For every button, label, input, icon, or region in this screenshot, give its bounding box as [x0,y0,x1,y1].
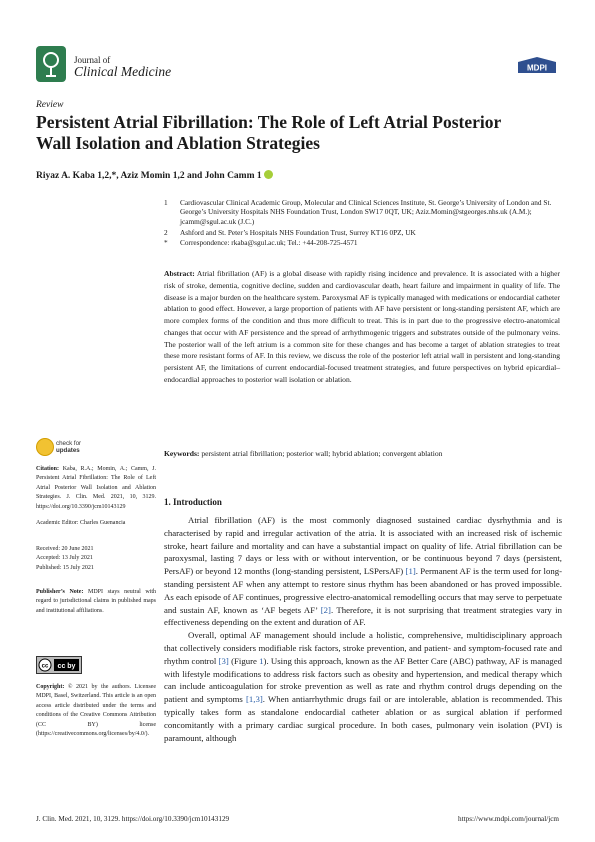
introduction-body [164,514,562,744]
abstract-label: Abstract: [164,269,195,278]
citation-text: Kaba, R.A.; Momin, A.; Camm, J. Persistent Atrial Fibrillation: The Role of Left Atrial Posterior Wall Isolation and Ablation Strategies. J. Clin. Med. 2021, 10, 3129. https://doi.org/10.3390/jcm10143129 [36,466,156,510]
copyright-label: Copyright: [36,684,65,690]
accepted-date: Accepted: 13 July 2021 [36,555,93,562]
svg-text:cc: cc [41,663,49,670]
svg-text:MDPI: MDPI [527,63,547,73]
paragraph: Overall, optimal AF management should include a holistic, comprehensive, multidisciplinary approach that collectively considers modifiable risk factors, stroke prevention, and patient- and symptom-focused rate and rhythm control [3] (Figure 1). Using this approach, known as the AF Better Care (ABC) pathway, AF is managed with lifestyle modifications to address risk factors such as obesity and hypertension, and medical therapy which can include anticoagulation for stroke prevention as well as rate and rhythm control drugs depending on the patient and symptoms [1,3]. When antiarrhythmic drugs fail or are intolerable, ablation is recommended. This typically takes form as standalone endocardial catheter ablation or as surgical ablation if performed concomitantly with a primary cardiac surgical procedure. In both cases, pulmonary vein isolation (PVI) is paramount, although [164,630,563,743]
article-type: Review [36,100,64,110]
check-for-updates-icon[interactable] [36,438,54,456]
keywords-text: persistent atrial fibrillation; posterior wall; hybrid ablation; convergent ablation [201,449,443,458]
copyright-block [36,683,156,739]
affiliation-marker: * [164,237,168,247]
orcid-icon[interactable] [264,170,273,179]
cc-by-license-icon[interactable] [36,656,82,674]
footer-journal-url[interactable]: https://www.mdpi.com/journal/jcm [458,815,559,823]
abstract [164,268,560,386]
published-date: Published: 15 July 2021 [36,564,94,571]
keywords-label: Keywords: [164,449,200,458]
article-title: Persistent Atrial Fibrillation: The Role of Left Atrial Posterior Wall Isolation and Ablation Strategies [36,112,501,153]
keywords [164,448,560,459]
affiliations [164,198,564,247]
academic-editor: Academic Editor: Charles Guenancia [36,520,126,526]
copyright-text: © 2021 by the authors. Licensee MDPI, Basel, Switzerland. This article is an open access article distributed under the terms and conditions of the Creative Commons Attribution (CC BY) license (https://creativecommons.org/licenses/by/4.0/). [36,684,156,738]
figure-link[interactable]: 1 [259,655,264,666]
reference-link[interactable]: [1] [405,566,416,577]
correspondence [164,238,564,247]
affiliation-text: Ashford and St. Peter’s Hospitals NHS Foundation Trust, Surrey KT16 0PZ, UK [180,228,416,238]
footer-citation: J. Clin. Med. 2021, 10, 3129. https://doi.org/10.3390/jcm10143129 [36,815,230,823]
publisher-note-label: Publisher’s Note: [36,589,84,595]
journal-name-line2: Clinical Medicine [74,64,172,79]
affiliation-1 [164,198,564,226]
publisher-note-text: MDPI stays neutral with regard to jurisdictional claims in published maps and institutional affiliations. [36,589,157,614]
reference-link[interactable]: [3] [218,655,229,666]
check-for-updates-label[interactable]: check for updates [56,440,82,454]
publisher-logo-icon [516,56,558,74]
author-list [36,170,273,181]
citation-block [36,465,156,512]
received-date: Received: 20 June 2021 [36,546,94,552]
authors-text: Riyaz A. Kaba 1,2,*, Aziz Momin 1,2 and John Camm 1 [36,171,262,181]
affiliation-marker: 1 [164,198,168,207]
publisher-note [36,588,156,616]
reference-link[interactable]: [2] [320,604,331,615]
paragraph: Atrial fibrillation (AF) is the most commonly diagnosed sustained cardiac dysrhythmia and is characterised by rapid and irregular activation of the atria. It is associated with an increased risk of ischemic stroke, heart failure and mortality and can have a substantial impact on quality of life. Atrial fibrillation can be paroxysmal, lasting 7 days or less with or without intervention, or be continuous beyond 7 days (persistent, PersAF) or beyond 12 months (long-standing persistent, LSPersAF) [1]. Permanent AF is the term used for long-standing persistent AF when any attempt to restore sinus rhythm has been abandoned or has proved impossible. As each episode of AF continues, progressive electro-anatomical remodelling occurs that may serve to perpetuate and sustain AF, known as ‘AF begets AF’ [2]. Therefore, it is not surprising that treatment strategies vary in effectiveness depending on the extent and duration of AF. [164,515,562,628]
journal-logo-icon [36,46,66,82]
reference-link[interactable]: [1,3] [245,694,263,705]
affiliation-text: Cardiovascular Clinical Academic Group, Molecular and Clinical Sciences Institute, St. George’s University of London and St. George’s University Hospitals NHS Foundation Trust, London SW17 0QT, UK; Aziz.Momin@stgeorges.nhs.uk (A.M.); jcamm@sgul.ac.uk (J.C.) [180,198,552,226]
publication-dates [36,545,156,573]
affiliation-marker: 2 [164,228,168,238]
affiliation-2 [164,228,564,237]
abstract-text: Atrial fibrillation (AF) is a global disease with rapidly rising incidence and prevalence. It is associated with a higher risk of stroke, dementia, cognitive decline, sudden and cardiovascular death, heart failure and impairment in quality of life. The disease is a major burden on the healthcare system. Paroxysmal AF is typically managed with medications or endocardial catheter ablation to good effect. However, a large proportion of patients with AF have persistent or long-standing persistent AF, which are more complex forms of the condition and thus more difficult to treat. This is in part due to the progressive electro-anatomical changes that occur with AF persistence and the spread of arrhythmogenic triggers and substrates outside of the pulmonary veins. The posterior wall of the left atrium is a common site for these changes and has become a target of ablation strategies to treat these more resistant forms of AF. In this review, we discuss the role of the posterior left atrial wall in persistent and long-standing persistent AF, the limitations of current endocardial-focused treatment strategies, and future perspectives on hybrid epicardial–endocardial approaches to posterior wall isolation or ablation. [164,269,561,384]
svg-text:cc by: cc by [57,663,76,670]
section-heading: 1. Introduction [164,497,222,507]
journal-name-line1: Journal of [74,55,111,65]
citation-label: Citation: [36,466,59,472]
correspondence-text: Correspondence: rkaba@sgul.ac.uk; Tel.: +44-208-725-4571 [180,237,358,247]
